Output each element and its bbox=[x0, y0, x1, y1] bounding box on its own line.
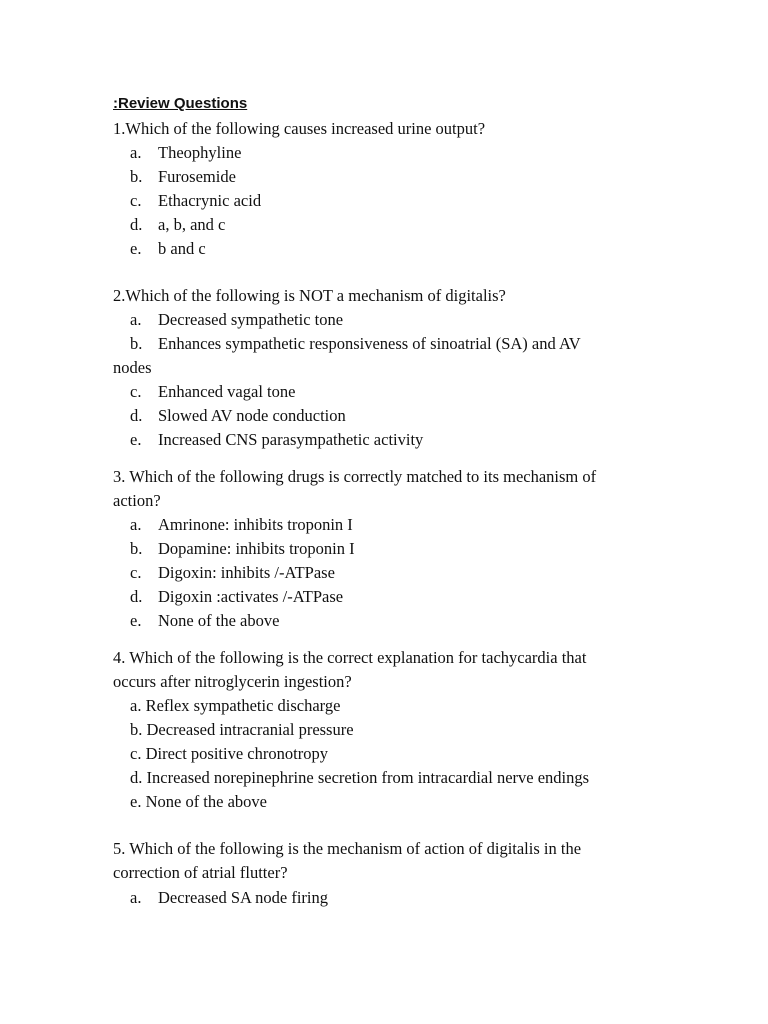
option-marker: a. bbox=[130, 143, 142, 162]
option-text: Amrinone: inhibits troponin I bbox=[158, 515, 353, 534]
option-text: a, b, and c bbox=[158, 215, 226, 234]
question-3-stem-line-2: action? bbox=[113, 491, 161, 510]
option-text: Ethacrynic acid bbox=[158, 191, 262, 210]
question-4-option-d: d. Increased norepinephrine secretion from intracardial nerve endings bbox=[130, 768, 590, 787]
option-text: b and c bbox=[158, 239, 206, 258]
option-marker: a. bbox=[130, 888, 142, 907]
option-marker: a. bbox=[130, 310, 142, 329]
option-marker: d. bbox=[130, 406, 143, 425]
option-marker: e. bbox=[130, 239, 142, 258]
option-marker: b. bbox=[130, 539, 143, 558]
question-2-option-b-continuation: nodes bbox=[113, 358, 152, 377]
question-4-option-a: a. Reflex sympathetic discharge bbox=[130, 696, 341, 715]
option-text: None of the above bbox=[158, 611, 280, 630]
option-text: Furosemide bbox=[158, 167, 236, 186]
option-marker: c. bbox=[130, 382, 142, 401]
option-text: Digoxin: inhibits /-ATPase bbox=[158, 563, 335, 582]
option-marker: d. bbox=[130, 587, 143, 606]
option-text: Slowed AV node conduction bbox=[158, 406, 346, 425]
question-4-option-b: b. Decreased intracranial pressure bbox=[130, 720, 354, 739]
option-text: Enhanced vagal tone bbox=[158, 382, 296, 401]
option-text: Increased CNS parasympathetic activity bbox=[158, 430, 424, 449]
question-4-option-c: c. Direct positive chronotropy bbox=[130, 744, 328, 763]
option-marker: d. bbox=[130, 215, 143, 234]
option-text: Decreased SA node firing bbox=[158, 888, 328, 907]
question-5-stem-line-1: 5. Which of the following is the mechanism of action of digitalis in the bbox=[113, 839, 582, 858]
question-3-stem-line-1: 3. Which of the following drugs is correctly matched to its mechanism of bbox=[113, 467, 597, 486]
question-2-stem: 2.Which of the following is NOT a mechanism of digitalis? bbox=[113, 286, 506, 305]
option-marker: a. bbox=[130, 515, 142, 534]
option-marker: e. bbox=[130, 611, 142, 630]
option-text: Dopamine: inhibits troponin I bbox=[158, 539, 355, 558]
option-marker: b. bbox=[130, 334, 143, 353]
question-4-stem-line-2: occurs after nitroglycerin ingestion? bbox=[113, 672, 352, 691]
question-4-option-e: e. None of the above bbox=[130, 792, 267, 811]
question-4-stem-line-1: 4. Which of the following is the correct explanation for tachycardia that bbox=[113, 648, 587, 667]
review-questions-heading: :Review Questions bbox=[113, 95, 248, 112]
option-text: Digoxin :activates /-ATPase bbox=[158, 587, 344, 606]
question-5-stem-line-2: correction of atrial flutter? bbox=[113, 863, 288, 882]
option-marker: c. bbox=[130, 191, 142, 210]
option-marker: b. bbox=[130, 167, 143, 186]
option-marker: e. bbox=[130, 430, 142, 449]
question-1-stem: 1.Which of the following causes increased urine output? bbox=[113, 119, 486, 138]
option-text: Enhances sympathetic responsiveness of sinoatrial (SA) and AV bbox=[158, 334, 581, 353]
option-text: Decreased sympathetic tone bbox=[158, 310, 344, 329]
option-marker: c. bbox=[130, 563, 142, 582]
option-text: Theophyline bbox=[158, 143, 242, 162]
